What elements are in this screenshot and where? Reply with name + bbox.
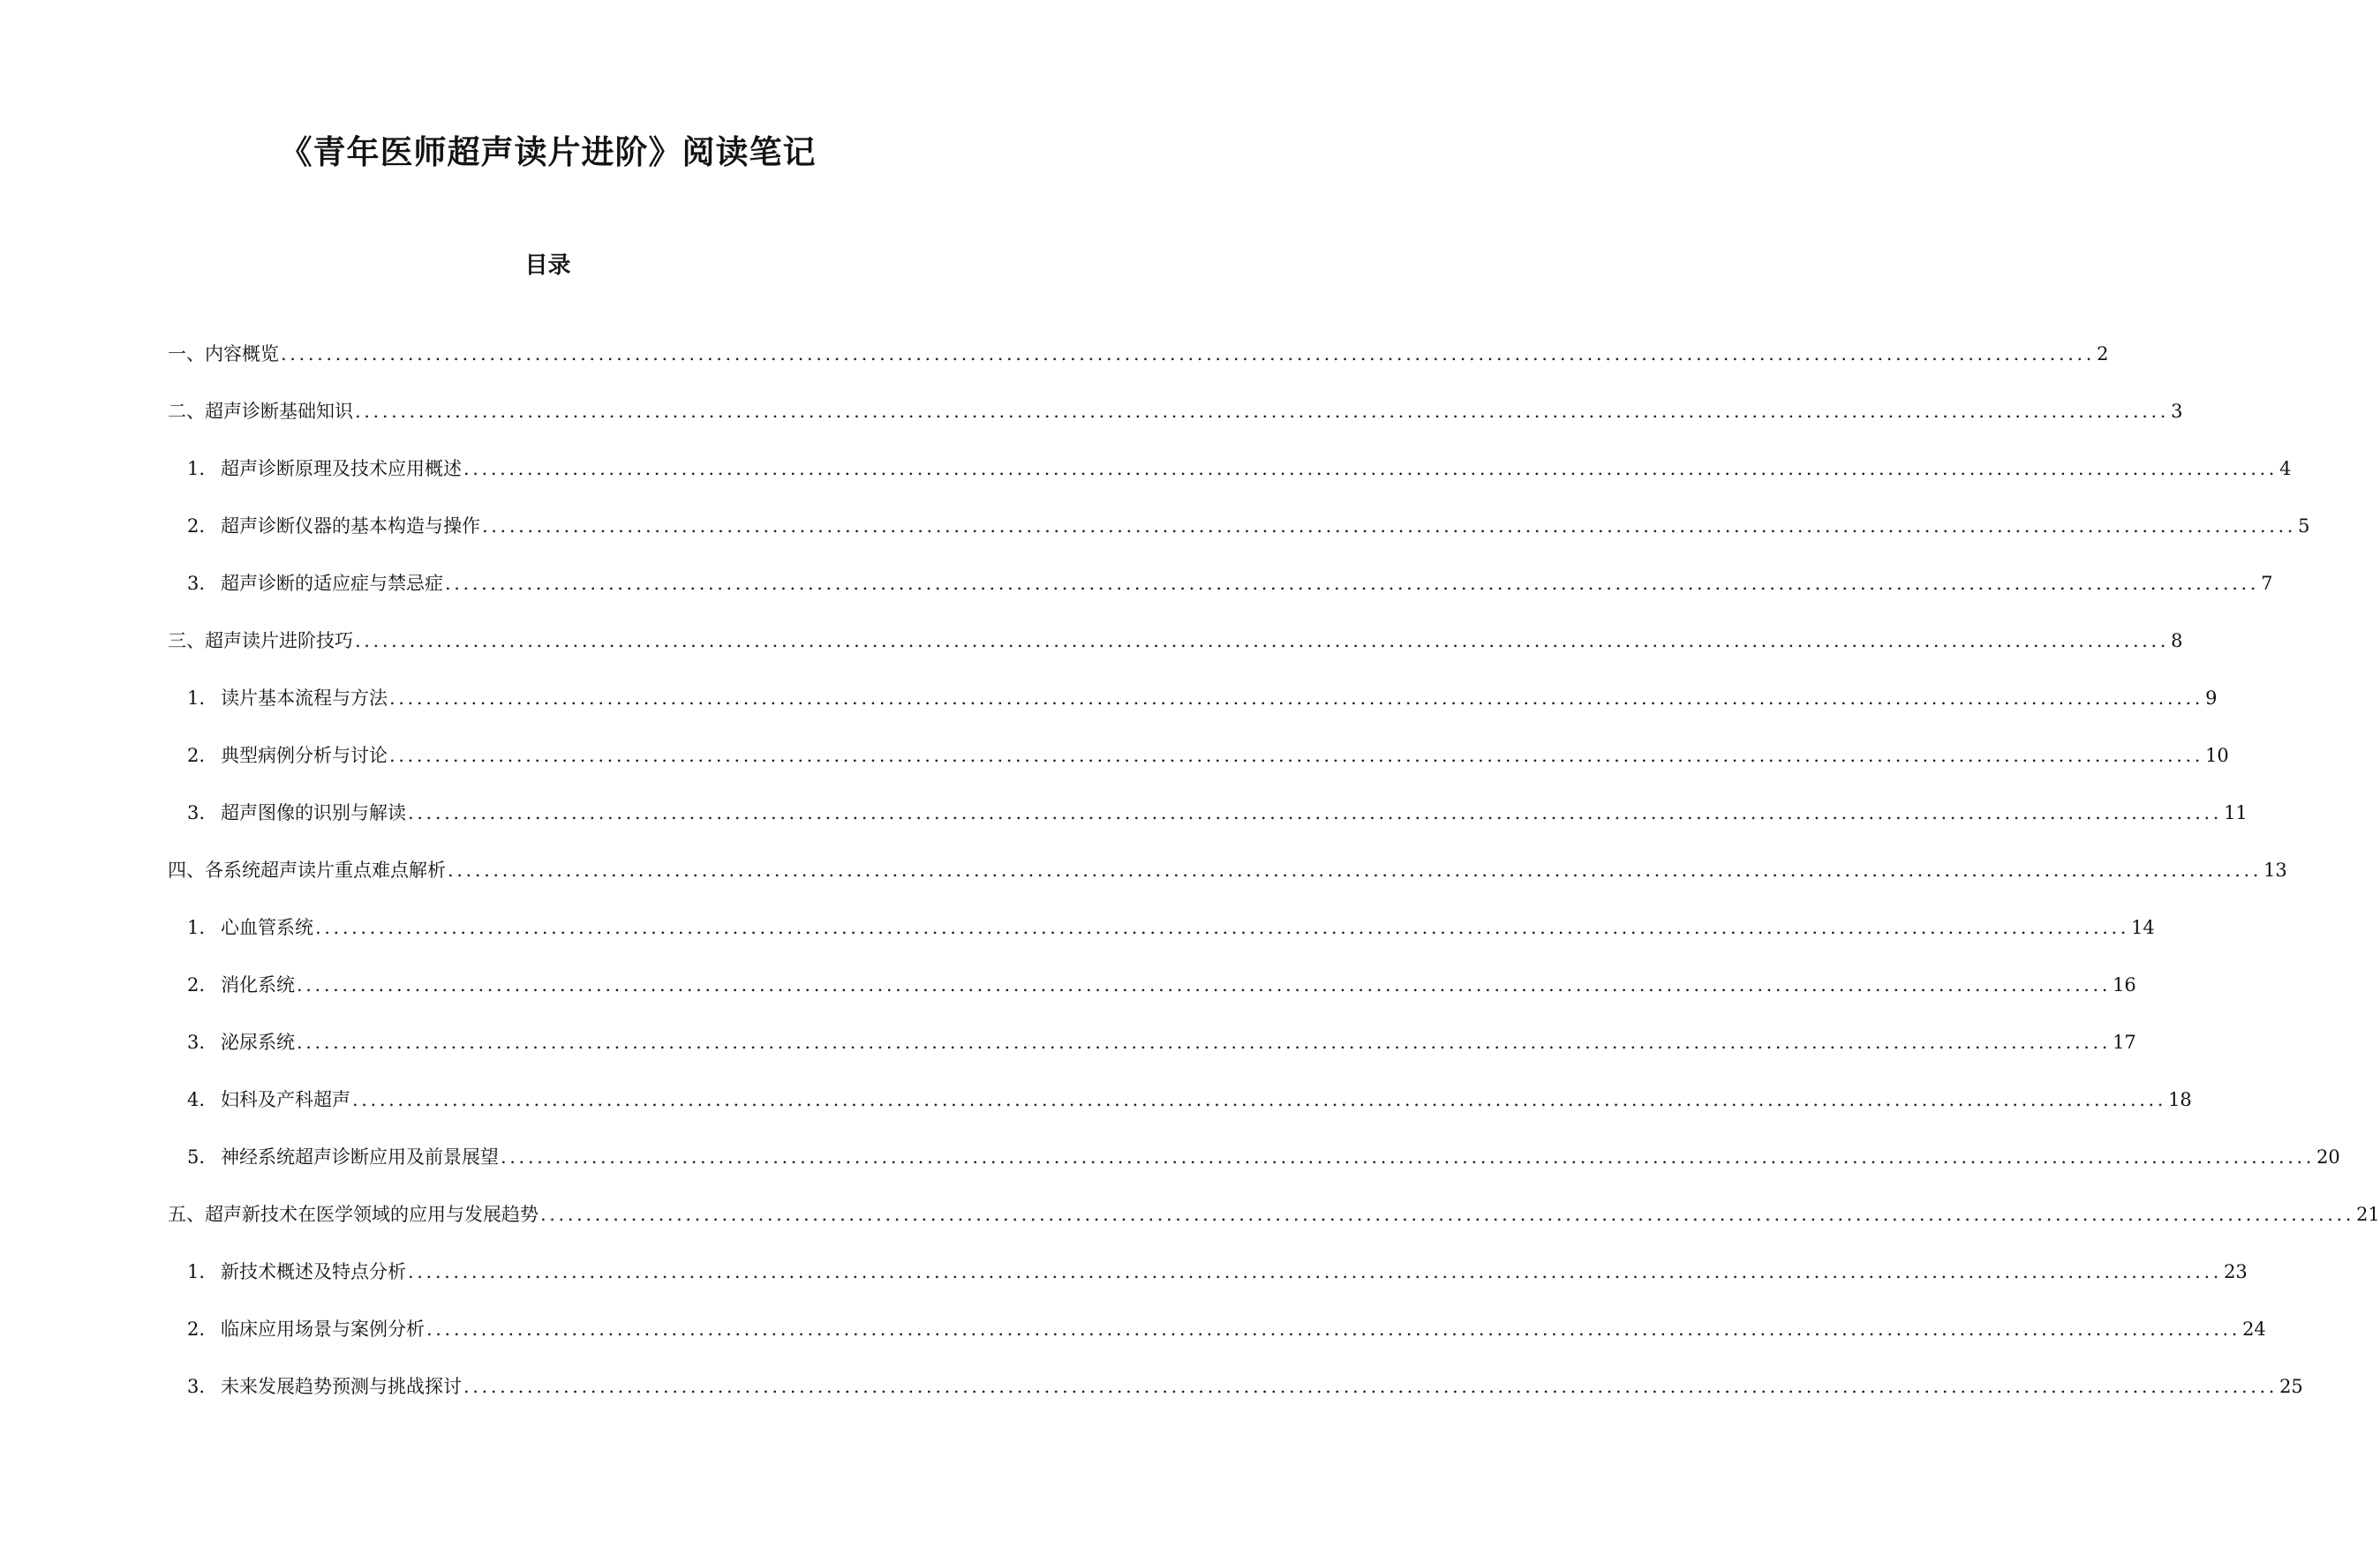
toc-subentry[interactable]: [168, 912, 2155, 969]
toc-dot-leader: ........................................................................................................................................................................................................: [501, 1146, 2316, 1168]
toc-page-number: 25: [2279, 1376, 2303, 1397]
toc-entry-line: [168, 1199, 2380, 1230]
toc-entry-label: 一、内容概览: [168, 343, 279, 364]
toc-dot-leader: ........................................................................................................................................................................................................: [315, 917, 2130, 938]
toc-dot-leader: ........................................................................................................................................................................................................: [281, 343, 2096, 364]
toc-entry-line: [187, 567, 2273, 599]
toc-subentry[interactable]: [168, 682, 2218, 740]
toc-entry[interactable]: [168, 625, 2183, 682]
toc-page-number: 3: [2171, 401, 2183, 422]
toc-entry-line: [187, 797, 2248, 829]
toc-page-number: 7: [2261, 573, 2273, 594]
toc-entry-line: [187, 912, 2155, 943]
document-title: 《青年医师超声读片进阶》阅读笔记: [279, 133, 817, 171]
toc-entry-line: [187, 682, 2218, 714]
toc-entry-label: 五、超声新技术在医学领域的应用与发展趋势: [168, 1204, 539, 1225]
toc-dot-leader: ........................................................................................................................................................................................................: [389, 745, 2204, 766]
toc-subentry[interactable]: [168, 1026, 2136, 1084]
toc-subentry[interactable]: [168, 1084, 2192, 1141]
toc-entry-number: 1.: [187, 688, 206, 709]
toc-page-number: 13: [2263, 860, 2287, 881]
toc-entry-label: 心血管系统: [221, 917, 313, 938]
toc-entry-line: [187, 1313, 2266, 1345]
toc-entry-line: [168, 338, 2109, 370]
toc-dot-leader: ........................................................................................................................................................................................................: [482, 515, 2297, 537]
toc-subentry[interactable]: [168, 797, 2248, 854]
toc-subentry[interactable]: [168, 510, 2310, 567]
toc-page-number: 11: [2224, 802, 2248, 823]
toc-entry-label: 超声诊断仪器的基本构造与操作: [221, 515, 480, 537]
toc-entry-label: 超声图像的识别与解读: [221, 802, 406, 823]
toc-entry-label: 三、超声读片进阶技巧: [168, 630, 353, 651]
toc-entry-label: 二、超声诊断基础知识: [168, 401, 353, 422]
toc-entry-line: [187, 453, 2292, 485]
toc-entry-number: 3.: [187, 573, 206, 594]
toc-dot-leader: ........................................................................................................................................................................................................: [426, 1319, 2241, 1340]
toc-entry-number: 3.: [187, 1376, 206, 1397]
toc-entry[interactable]: [168, 338, 2109, 395]
toc-entry-line: [168, 854, 2287, 886]
toc-entry-number: 4.: [187, 1089, 206, 1110]
toc-dot-leader: ........................................................................................................................................................................................................: [297, 974, 2112, 996]
toc-page-number: 9: [2205, 688, 2218, 709]
toc-entry-number: 2.: [187, 974, 206, 996]
toc-subentry[interactable]: [168, 453, 2292, 510]
toc-page-number: 10: [2205, 745, 2229, 766]
toc-entry-number: 1.: [187, 1261, 206, 1282]
toc-entry-line: [187, 1371, 2303, 1402]
toc-page-number: 5: [2298, 515, 2310, 537]
toc-entry[interactable]: [168, 854, 2287, 912]
toc-page-number: 18: [2168, 1089, 2192, 1110]
toc-entry-number: 1.: [187, 458, 206, 479]
toc-entry-line: [187, 1256, 2248, 1288]
toc-dot-leader: ........................................................................................................................................................................................................: [463, 1376, 2278, 1397]
toc-entry-label: 临床应用场景与案例分析: [221, 1319, 425, 1340]
toc-subentry[interactable]: [168, 969, 2136, 1026]
toc-entry-line: [168, 395, 2183, 427]
toc-subentry[interactable]: [168, 1313, 2266, 1371]
toc-entry-line: [187, 969, 2136, 1001]
toc-entry-label: 超声诊断的适应症与禁忌症: [221, 573, 443, 594]
toc-dot-leader: ........................................................................................................................................................................................................: [540, 1204, 2355, 1225]
toc-entry-number: 2.: [187, 745, 206, 766]
toc-entry-label: 消化系统: [221, 974, 295, 996]
toc-page-number: 4: [2279, 458, 2292, 479]
toc-entry-label: 妇科及产科超声: [221, 1089, 350, 1110]
toc-page-number: 14: [2131, 917, 2155, 938]
table-of-contents: [168, 338, 2380, 1428]
toc-entry-label: 四、各系统超声读片重点难点解析: [168, 860, 446, 881]
toc-entry-number: 1.: [187, 917, 206, 938]
toc-subentry[interactable]: [168, 740, 2229, 797]
toc-entry-number: 2.: [187, 515, 206, 537]
toc-entry-number: 2.: [187, 1319, 206, 1340]
toc-dot-leader: ........................................................................................................................................................................................................: [445, 573, 2260, 594]
toc-entry-label: 泌尿系统: [221, 1032, 295, 1053]
toc-page-number: 20: [2316, 1146, 2340, 1168]
toc-entry-number: 5.: [187, 1146, 206, 1168]
toc-entry-label: 神经系统超声诊断应用及前景展望: [221, 1146, 499, 1168]
toc-entry-label: 典型病例分析与讨论: [221, 745, 388, 766]
toc-entry-line: [187, 1084, 2192, 1116]
toc-entry[interactable]: [168, 395, 2183, 453]
toc-dot-leader: ........................................................................................................................................................................................................: [352, 1089, 2167, 1110]
toc-page-number: 17: [2113, 1032, 2136, 1053]
toc-entry-line: [187, 740, 2229, 771]
toc-dot-leader: ........................................................................................................................................................................................................: [408, 1261, 2223, 1282]
toc-subentry[interactable]: [168, 1141, 2340, 1199]
toc-dot-leader: ........................................................................................................................................................................................................: [408, 802, 2223, 823]
toc-entry-label: 未来发展趋势预测与挑战探讨: [221, 1376, 462, 1397]
toc-entry-label: 超声诊断原理及技术应用概述: [221, 458, 462, 479]
toc-dot-leader: ........................................................................................................................................................................................................: [355, 401, 2170, 422]
toc-page-number: 21: [2356, 1204, 2380, 1225]
toc-subentry[interactable]: [168, 1256, 2248, 1313]
toc-page-number: 2: [2097, 343, 2109, 364]
toc-subentry[interactable]: [168, 567, 2273, 625]
toc-subentry[interactable]: [168, 1371, 2303, 1428]
toc-entry-label: 新技术概述及特点分析: [221, 1261, 406, 1282]
toc-entry-line: [187, 510, 2310, 542]
toc-page-number: 24: [2242, 1319, 2266, 1340]
toc-entry-line: [187, 1026, 2136, 1058]
toc-page-number: 16: [2113, 974, 2136, 996]
toc-entry-line: [168, 625, 2183, 657]
toc-dot-leader: ........................................................................................................................................................................................................: [389, 688, 2204, 709]
toc-page-number: 23: [2224, 1261, 2248, 1282]
toc-page-number: 8: [2171, 630, 2183, 651]
toc-entry-label: 读片基本流程与方法: [221, 688, 388, 709]
toc-dot-leader: ........................................................................................................................................................................................................: [463, 458, 2278, 479]
toc-dot-leader: ........................................................................................................................................................................................................: [355, 630, 2170, 651]
toc-dot-leader: ........................................................................................................................................................................................................: [297, 1032, 2112, 1053]
toc-entry-number: 3.: [187, 802, 206, 823]
toc-dot-leader: ........................................................................................................................................................................................................: [448, 860, 2263, 881]
toc-heading: 目录: [524, 252, 571, 279]
toc-entry-line: [187, 1141, 2340, 1173]
toc-entry[interactable]: [168, 1199, 2380, 1256]
toc-entry-number: 3.: [187, 1032, 206, 1053]
